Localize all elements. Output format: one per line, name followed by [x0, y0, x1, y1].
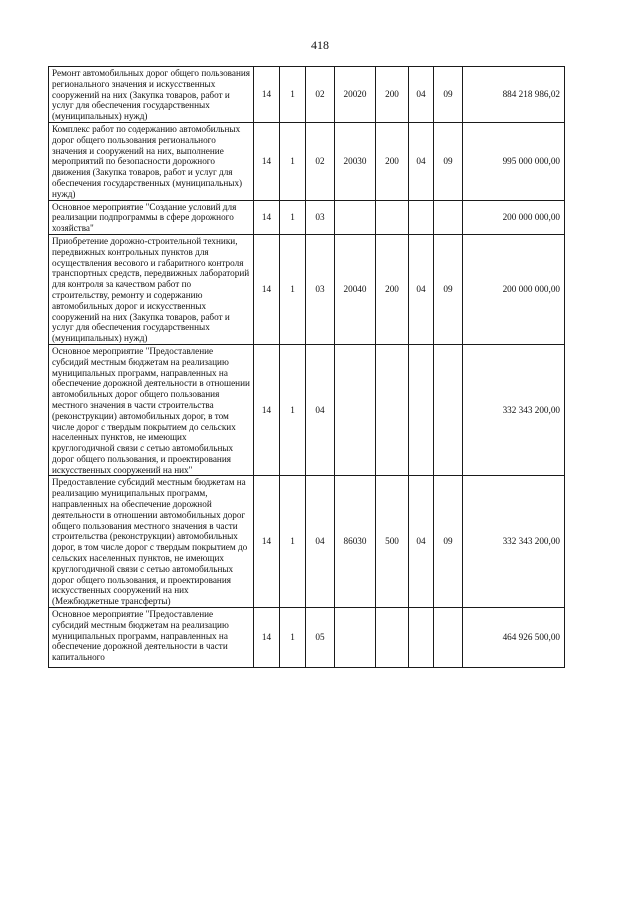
- code-event: 04: [306, 476, 335, 608]
- code-expense-type: [376, 608, 409, 668]
- code-direction: 86030: [335, 476, 376, 608]
- table-row: [49, 344, 565, 476]
- row-amount: 332 343 200,00: [463, 476, 565, 608]
- row-amount: 200 000 000,00: [463, 234, 565, 344]
- row-amount: 995 000 000,00: [463, 122, 565, 200]
- code-program: 14: [254, 608, 280, 668]
- table-row: [49, 476, 565, 608]
- code-program: 14: [254, 476, 280, 608]
- row-amount: 200 000 000,00: [463, 200, 565, 234]
- table-row: [49, 67, 565, 123]
- row-description: Основное мероприятие "Предоставление субсидий местным бюджетам на реализацию муниципальных программ, направленных на обеспечение дорожной деятельности в части капитального: [49, 608, 254, 668]
- code-subprogram: 1: [280, 67, 306, 123]
- code-section: [409, 608, 434, 668]
- code-expense-type: 200: [376, 234, 409, 344]
- code-subprogram: 1: [280, 200, 306, 234]
- code-program: 14: [254, 344, 280, 476]
- code-event: 03: [306, 200, 335, 234]
- code-event: 03: [306, 234, 335, 344]
- code-subprogram: 1: [280, 344, 306, 476]
- row-amount: 884 218 986,02: [463, 67, 565, 123]
- code-program: 14: [254, 122, 280, 200]
- code-expense-type: 500: [376, 476, 409, 608]
- code-event: 02: [306, 67, 335, 123]
- code-expense-type: 200: [376, 122, 409, 200]
- code-subprogram: 1: [280, 122, 306, 200]
- code-section: 04: [409, 234, 434, 344]
- table-row: [49, 122, 565, 200]
- code-subsection: 09: [434, 476, 463, 608]
- code-direction: [335, 608, 376, 668]
- row-description: Приобретение дорожно-строительной техники, передвижных контрольных пунктов для осуществления весового и габаритного контроля транспортных средств, передвижных лабораторий для контроля за качеством работ по строительству, ремонту и содержанию автомобильных дорог и искусственных сооружений на них (Закупка товаров, работ и услуг для обеспечения государственных (муниципальных) нужд): [49, 234, 254, 344]
- code-expense-type: 200: [376, 67, 409, 123]
- code-section: [409, 200, 434, 234]
- budget-table: [48, 66, 565, 668]
- code-subprogram: 1: [280, 234, 306, 344]
- code-section: [409, 344, 434, 476]
- row-description: Комплекс работ по содержанию автомобильных дорог общего пользования регионального значения и сооружений на них, выполнение мероприятий по безопасности дорожного движения (Закупка товаров, работ и услуг для обеспечения государственных (муниципальных) нужд): [49, 122, 254, 200]
- page-number: 418: [311, 38, 329, 52]
- code-direction: 20030: [335, 122, 376, 200]
- row-description: Ремонт автомобильных дорог общего пользования регионального значения и искусственных сооружений на них (Закупка товаров, работ и услуг для обеспечения государственных (муниципальных) нужд): [49, 67, 254, 123]
- code-program: 14: [254, 200, 280, 234]
- code-program: 14: [254, 67, 280, 123]
- table-row: [49, 200, 565, 234]
- code-subprogram: 1: [280, 476, 306, 608]
- code-event: 04: [306, 344, 335, 476]
- code-event: 02: [306, 122, 335, 200]
- code-direction: [335, 200, 376, 234]
- code-section: 04: [409, 122, 434, 200]
- code-expense-type: [376, 344, 409, 476]
- code-direction: 20020: [335, 67, 376, 123]
- code-subsection: [434, 608, 463, 668]
- code-event: 05: [306, 608, 335, 668]
- code-subsection: 09: [434, 67, 463, 123]
- code-subprogram: 1: [280, 608, 306, 668]
- row-description: Основное мероприятие "Создание условий для реализации подпрограммы в сфере дорожного хозяйства": [49, 200, 254, 234]
- code-expense-type: [376, 200, 409, 234]
- row-amount: 464 926 500,00: [463, 608, 565, 668]
- code-subsection: [434, 200, 463, 234]
- code-subsection: [434, 344, 463, 476]
- code-subsection: 09: [434, 122, 463, 200]
- table-row: [49, 234, 565, 344]
- code-subsection: 09: [434, 234, 463, 344]
- code-program: 14: [254, 234, 280, 344]
- table-row: [49, 608, 565, 668]
- code-direction: 20040: [335, 234, 376, 344]
- code-section: 04: [409, 476, 434, 608]
- row-description: Основное мероприятие "Предоставление субсидий местным бюджетам на реализацию муниципальных программ, направленных на обеспечение дорожной деятельности в отношении автомобильных дорог общего пользования местного значения в части строительства (реконструкции) автомобильных дорог, в том числе дорог с твердым покрытием до сельских населенных пунктов, не имеющих круглогодичной связи с сетью автомобильных дорог общего пользования, и проектирования искусственных сооружений на них": [49, 344, 254, 476]
- code-section: 04: [409, 67, 434, 123]
- row-amount: 332 343 200,00: [463, 344, 565, 476]
- row-description: Предоставление субсидий местным бюджетам на реализацию муниципальных программ, направленных на обеспечение дорожной деятельности в отношении автомобильных дорог общего пользования местного значения в части строительства (реконструкции) автомобильных дорог, в том числе дорог с твердым покрытием до сельских населенных пунктов, не имеющих круглогодичной связи с сетью автомобильных дорог общего пользования, и проектирования искусственных сооружений на них (Межбюджетные трансферты): [49, 476, 254, 608]
- code-direction: [335, 344, 376, 476]
